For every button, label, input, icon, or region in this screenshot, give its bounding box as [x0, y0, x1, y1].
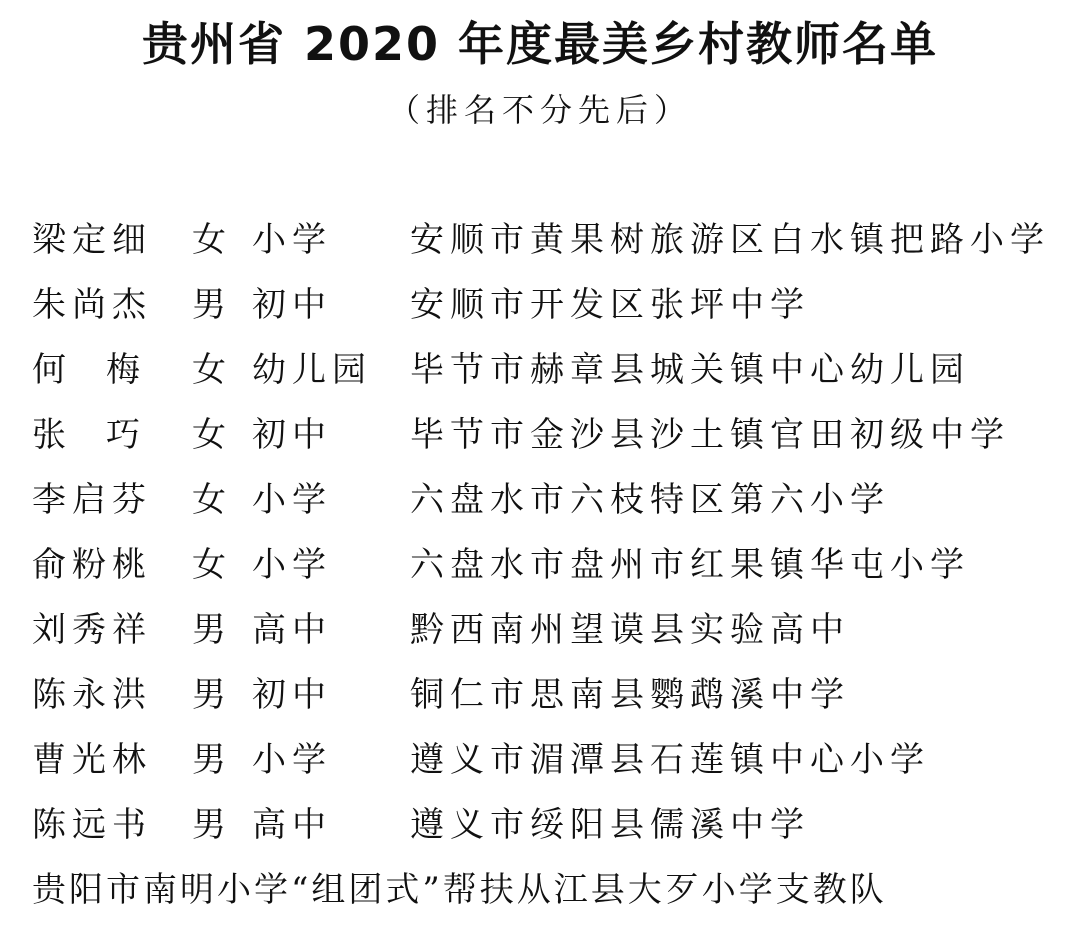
table-row — [32, 208, 1062, 273]
teacher-gender: 男 — [192, 285, 232, 325]
teacher-level: 幼儿园 — [252, 350, 372, 390]
table-row — [32, 533, 1062, 598]
support-team-name: 贵阳市南明小学“组团式”帮扶从江县大歹小学支教队 — [32, 870, 887, 910]
teacher-gender: 女 — [192, 220, 232, 260]
teacher-gender: 女 — [192, 545, 232, 585]
teacher-gender: 女 — [192, 415, 232, 455]
teacher-name: 何梅 — [32, 350, 180, 390]
teacher-school: 六盘水市盘州市红果镇华屯小学 — [410, 545, 970, 585]
teacher-name: 曹光林 — [32, 740, 152, 780]
teacher-name: 刘秀祥 — [32, 610, 152, 650]
table-row — [32, 468, 1062, 533]
teacher-level: 初中 — [252, 285, 332, 325]
teacher-gender: 女 — [192, 350, 232, 390]
table-row — [32, 728, 1062, 793]
teacher-name: 李启芬 — [32, 480, 152, 520]
table-row — [32, 403, 1062, 468]
teacher-school: 遵义市绥阳县儒溪中学 — [410, 805, 810, 845]
teacher-school: 安顺市开发区张坪中学 — [410, 285, 810, 325]
table-row — [32, 273, 1062, 338]
teacher-gender: 女 — [192, 480, 232, 520]
teacher-name: 陈永洪 — [32, 675, 152, 715]
teacher-name: 陈远书 — [32, 805, 152, 845]
document-title: 贵州省 2020 年度最美乡村教师名单 — [141, 17, 939, 71]
teacher-name: 梁定细 — [32, 220, 152, 260]
teacher-school: 六盘水市六枝特区第六小学 — [410, 480, 890, 520]
teacher-school: 铜仁市思南县鹦鹉溪中学 — [410, 675, 850, 715]
teacher-name: 张巧 — [32, 415, 180, 455]
teacher-level: 小学 — [252, 545, 332, 585]
teacher-level: 初中 — [252, 675, 332, 715]
teacher-school: 毕节市赫章县城关镇中心幼儿园 — [410, 350, 970, 390]
teacher-school: 安顺市黄果树旅游区白水镇把路小学 — [410, 220, 1050, 260]
teacher-list — [32, 208, 1062, 923]
teacher-name: 俞粉桃 — [32, 545, 152, 585]
team-row — [32, 858, 1062, 923]
teacher-level: 小学 — [252, 740, 332, 780]
teacher-gender: 男 — [192, 805, 232, 845]
table-row — [32, 598, 1062, 663]
table-row — [32, 338, 1062, 403]
teacher-gender: 男 — [192, 610, 232, 650]
table-row — [32, 793, 1062, 858]
teacher-level: 小学 — [252, 480, 332, 520]
document-subtitle: （排名不分先后） — [387, 91, 692, 129]
teacher-name: 朱尚杰 — [32, 285, 152, 325]
teacher-school: 黔西南州望谟县实验高中 — [410, 610, 850, 650]
teacher-level: 小学 — [252, 220, 332, 260]
teacher-level: 初中 — [252, 415, 332, 455]
teacher-school: 遵义市湄潭县石莲镇中心小学 — [410, 740, 930, 780]
table-row — [32, 663, 1062, 728]
teacher-gender: 男 — [192, 740, 232, 780]
teacher-level: 高中 — [252, 610, 332, 650]
teacher-school: 毕节市金沙县沙土镇官田初级中学 — [410, 415, 1010, 455]
teacher-gender: 男 — [192, 675, 232, 715]
teacher-level: 高中 — [252, 805, 332, 845]
